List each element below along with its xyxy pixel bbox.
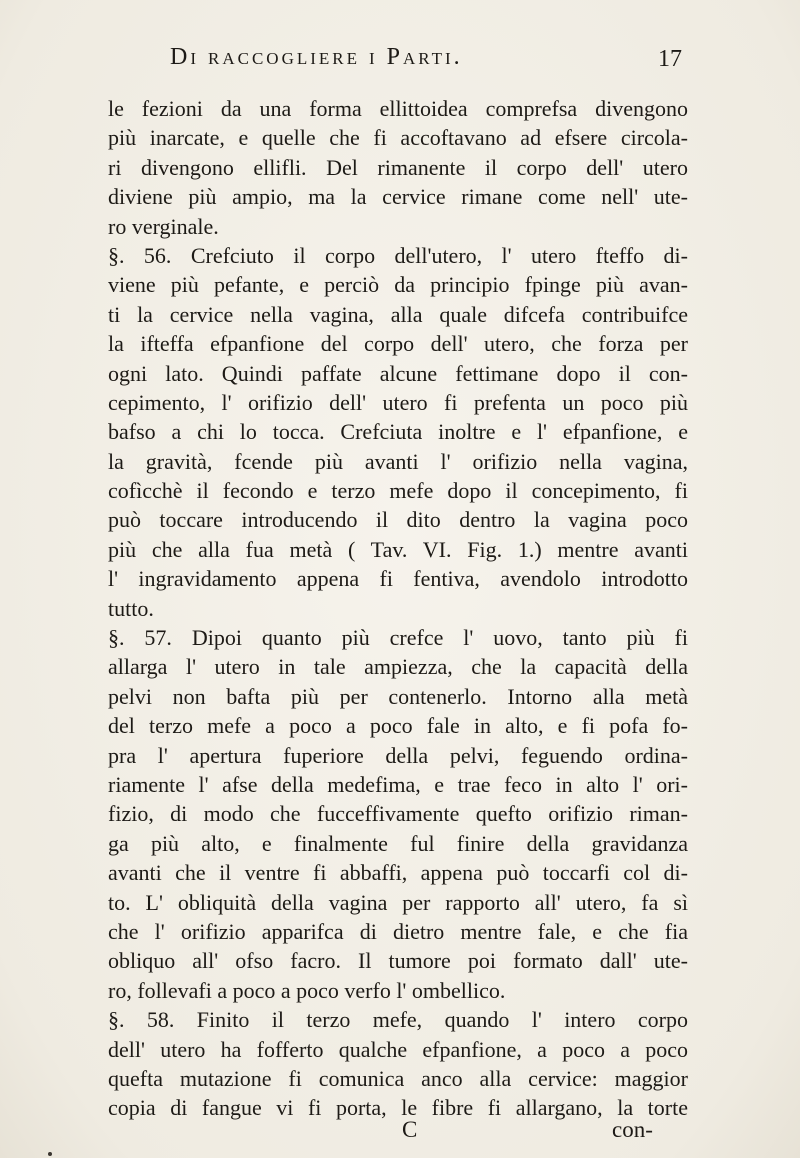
text-line: viene più pefante, e perciò da principio fpinge più avan- <box>108 272 688 298</box>
text-line: può toccare introducendo il dito dentro la vagina poco <box>108 507 688 533</box>
text-line: la gravità, fcende più avanti l' orifizio nella vagina, <box>108 448 688 474</box>
text-line: l' ingravidamento appena fi fentiva, avendolo introdotto <box>108 566 688 592</box>
running-head: Di raccogliere i Parti. <box>170 44 463 70</box>
text-line: ti la cervice nella vagina, alla quale difcefa contribuifce <box>108 301 688 327</box>
text-line: che l' orifizio apparifca di dietro mentre fale, e che fia <box>108 918 688 944</box>
text-line: to. L' obliquità della vagina per rapporto all' utero, fa sì <box>108 889 688 915</box>
text-line: §. 57. Dipoi quanto più crefce l' uovo, tanto più fi <box>108 625 688 651</box>
text-line: bafso a chi lo tocca. Crefciuta inoltre e l' efpanfione, e <box>108 419 688 445</box>
catchword: con- <box>612 1117 653 1142</box>
ink-speck <box>48 1152 52 1156</box>
text-line: allarga l' utero in tale ampiezza, che la capacità della <box>108 654 688 680</box>
text-line: le fezioni da una forma ellittoidea comprefsa divengono <box>108 96 688 121</box>
text-line: riamente l' afse della medefima, e trae feco in alto l' ori- <box>108 771 688 797</box>
text-line: più inarcate, e quelle che fi accoftavano ad efsere circola- <box>108 125 688 151</box>
text-line: cepimento, l' orifizio dell' utero fi prefenta un poco più <box>108 389 688 415</box>
text-line: §. 56. Crefciuto il corpo dell'utero, l' utero fteffo di- <box>108 242 688 268</box>
text-line: diviene più ampio, ma la cervice rimane come nell' ute- <box>108 184 688 210</box>
text-line: pelvi non bafta più per contenerlo. Intorno alla metà <box>108 683 688 709</box>
text-line: ga più alto, e finalmente ful finire della gravidanza <box>108 830 688 856</box>
text-line: pra l' apertura fuperiore della pelvi, feguendo ordina- <box>108 742 688 768</box>
text-line: del terzo mefe a poco a poco fale in alto, e fi pofa fo- <box>108 713 688 739</box>
text-line: §. 58. Finito il terzo mefe, quando l' intero corpo <box>108 1007 688 1033</box>
text-line: cofìcchè il fecondo e terzo mefe dopo il concepimento, fi <box>108 478 688 504</box>
signature-mark: C <box>402 1117 418 1142</box>
text-line: più che alla fua metà ( Tav. VI. Fig. 1.) mentre avanti <box>108 536 688 562</box>
text-line: dell' utero ha fofferto qualche efpanfione, a poco a poco <box>108 1036 688 1062</box>
text-line: ro, follevafi a poco a poco verfo l' ombellico. <box>108 977 506 1003</box>
page-footer <box>0 1117 800 1151</box>
text-line: obliquo all' ofso facro. Il tumore poi formato dall' ute- <box>108 948 688 974</box>
text-line: tutto. <box>108 595 154 621</box>
page-header <box>0 44 800 84</box>
body-text <box>108 94 688 1123</box>
text-line: ro verginale. <box>108 213 219 239</box>
text-line: quefta mutazione fi comunica anco alla cervice: maggior <box>108 1065 688 1091</box>
text-line: copia di fangue vi fi porta, le fibre fi allargano, la torte <box>108 1095 688 1121</box>
text-line: la ifteffa efpanfione del corpo dell' utero, che forza per <box>108 331 688 357</box>
text-line: ri divengono ellifli. Del rimanente il corpo dell' utero <box>108 154 688 180</box>
text-line: avanti che il ventre fi abbaffi, appena può toccarfi col di- <box>108 860 688 886</box>
text-line: fizio, di modo che fucceffivamente quefto orifizio riman- <box>108 801 688 827</box>
text-line: ogni lato. Quindi paffate alcune fettimane dopo il con- <box>108 360 688 386</box>
page-number: 17 <box>658 46 682 72</box>
